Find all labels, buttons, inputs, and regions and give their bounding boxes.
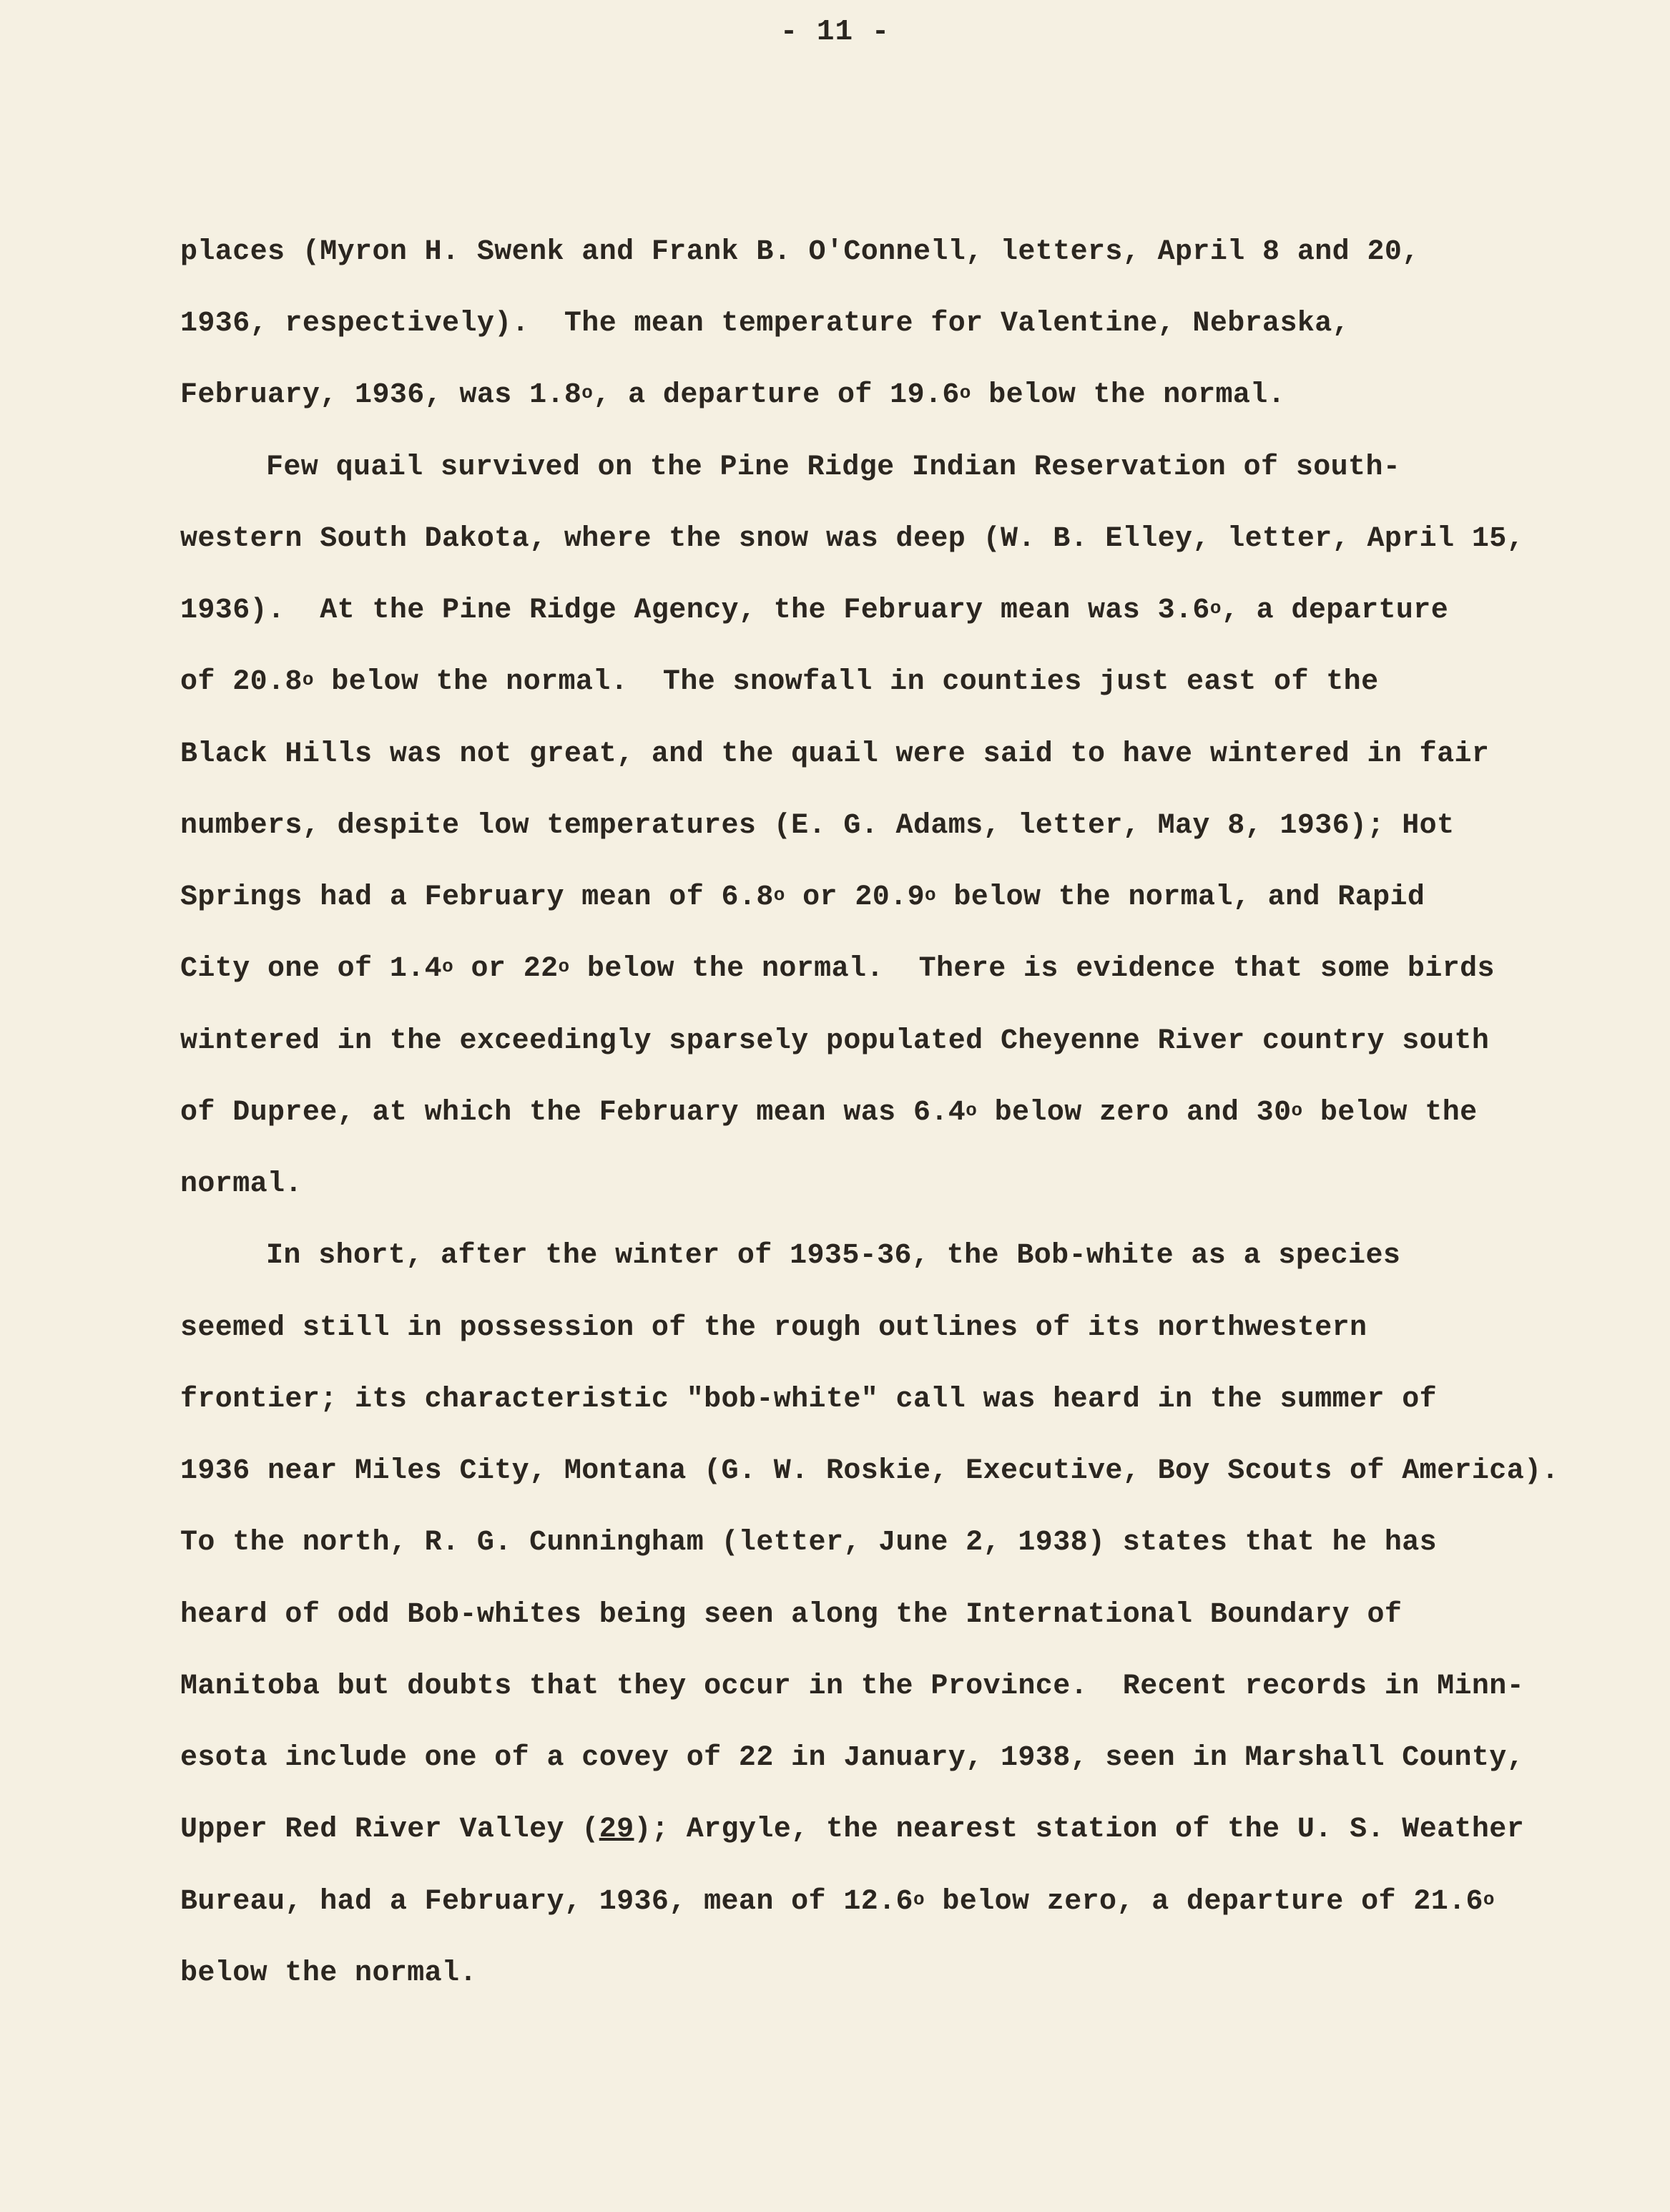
text-run: , a departure bbox=[1221, 594, 1449, 627]
text-run: 1936 near Miles City, Montana (G. W. Roskie, Executive, Boy Scouts of America). bbox=[180, 1455, 1559, 1487]
text-line bbox=[266, 450, 1400, 486]
text-run: To the north, R. G. Cunningham (letter, June 2, 1938) states that he has bbox=[180, 1527, 1438, 1559]
degree-mark: o bbox=[558, 956, 570, 977]
text-run: wintered in the exceedingly sparsely populated Cheyenne River country south bbox=[180, 1025, 1490, 1057]
degree-mark: o bbox=[913, 1889, 925, 1910]
text-run: western South Dakota, where the snow was deep (W. B. Elley, letter, April 15, bbox=[180, 523, 1525, 555]
degree-mark: o bbox=[1483, 1889, 1495, 1910]
text-line bbox=[180, 1741, 1524, 1776]
text-run: Manitoba but doubts that they occur in the Province. Recent records in Minn- bbox=[180, 1670, 1525, 1703]
text-line bbox=[180, 235, 1420, 270]
text-run: February, 1936, was 1.8 bbox=[180, 379, 582, 411]
text-line bbox=[180, 951, 1495, 987]
text-line bbox=[266, 1238, 1400, 1274]
text-line bbox=[180, 665, 1378, 700]
degree-mark: o bbox=[773, 884, 785, 906]
text-line bbox=[180, 1382, 1437, 1418]
text-line bbox=[180, 1024, 1489, 1059]
text-line bbox=[180, 1311, 1367, 1346]
text-run: frontier; its characteristic "bob-white" call was heard in the summer of bbox=[180, 1384, 1438, 1416]
text-run: below zero and 30 bbox=[977, 1097, 1292, 1129]
text-line bbox=[180, 1884, 1495, 1920]
text-run: below the normal. bbox=[180, 1957, 477, 1990]
text-run: 1936, respectively). The mean temperature for Valentine, Nebraska, bbox=[180, 308, 1350, 340]
text-run: normal. bbox=[180, 1168, 303, 1200]
text-run: below the normal. bbox=[971, 379, 1286, 411]
degree-mark: o bbox=[1291, 1100, 1303, 1121]
text-run: or 20.9 bbox=[785, 881, 925, 914]
text-line bbox=[180, 1454, 1559, 1489]
text-run: 1936). At the Pine Ridge Agency, the February mean was 3.6 bbox=[180, 594, 1210, 627]
text-line bbox=[180, 378, 1285, 413]
text-line bbox=[180, 1956, 477, 1992]
text-run: Upper Red River Valley ( bbox=[180, 1814, 599, 1846]
text-run: below the normal, and Rapid bbox=[936, 881, 1425, 914]
text-run: seemed still in possession of the rough outlines of its northwestern bbox=[180, 1312, 1367, 1344]
page-number: - 11 - bbox=[780, 16, 890, 49]
text-run: heard of odd Bob-whites being seen along the International Boundary of bbox=[180, 1599, 1403, 1631]
text-run: In short, after the winter of 1935-36, the Bob-white as a species bbox=[266, 1240, 1401, 1272]
text-line bbox=[180, 808, 1455, 844]
text-run: Few quail survived on the Pine Ridge Indian Reservation of south- bbox=[266, 451, 1401, 484]
text-run: , a departure of 19.6 bbox=[593, 379, 960, 411]
text-run: below the normal. The snowfall in counties just east of the bbox=[313, 666, 1379, 698]
text-line bbox=[180, 880, 1425, 916]
text-run: places (Myron H. Swenk and Frank B. O'Connell, letters, April 8 and 20, bbox=[180, 236, 1420, 268]
text-run: City one of 1.4 bbox=[180, 953, 443, 985]
text-line bbox=[180, 593, 1448, 629]
text-line bbox=[180, 522, 1524, 557]
text-run: below zero, a departure of 21.6 bbox=[924, 1886, 1483, 1918]
text-line bbox=[180, 1812, 1524, 1848]
text-run: or 22 bbox=[453, 953, 559, 985]
text-run: below the normal. There is evidence that some birds bbox=[569, 953, 1495, 985]
text-line bbox=[180, 1525, 1437, 1561]
text-run: of Dupree, at which the February mean was 6.4 bbox=[180, 1097, 966, 1129]
degree-mark: o bbox=[1209, 597, 1222, 619]
text-line bbox=[180, 1597, 1402, 1633]
text-line bbox=[180, 1095, 1478, 1131]
text-run: Bureau, had a February, 1936, mean of 12.6 bbox=[180, 1886, 913, 1918]
text-run: Black Hills was not great, and the quail were said to have wintered in fair bbox=[180, 738, 1490, 770]
text-run: of 20.8 bbox=[180, 666, 303, 698]
text-run: ); Argyle, the nearest station of the U. S. Weather bbox=[634, 1814, 1525, 1846]
degree-mark: o bbox=[924, 884, 936, 906]
text-line bbox=[180, 306, 1350, 342]
text-run: below the bbox=[1302, 1097, 1478, 1129]
reference-number: 29 bbox=[599, 1814, 634, 1846]
degree-mark: o bbox=[442, 956, 454, 977]
degree-mark: o bbox=[966, 1100, 978, 1121]
degree-mark: o bbox=[302, 669, 314, 690]
degree-mark: o bbox=[581, 382, 594, 403]
text-run: Springs had a February mean of 6.8 bbox=[180, 881, 774, 914]
text-run: numbers, despite low temperatures (E. G. Adams, letter, May 8, 1936); Hot bbox=[180, 810, 1455, 842]
text-run: esota include one of a covey of 22 in January, 1938, seen in Marshall County, bbox=[180, 1742, 1525, 1774]
degree-mark: o bbox=[959, 382, 971, 403]
text-line bbox=[180, 1669, 1524, 1705]
text-line bbox=[180, 737, 1489, 773]
text-line bbox=[180, 1167, 303, 1203]
